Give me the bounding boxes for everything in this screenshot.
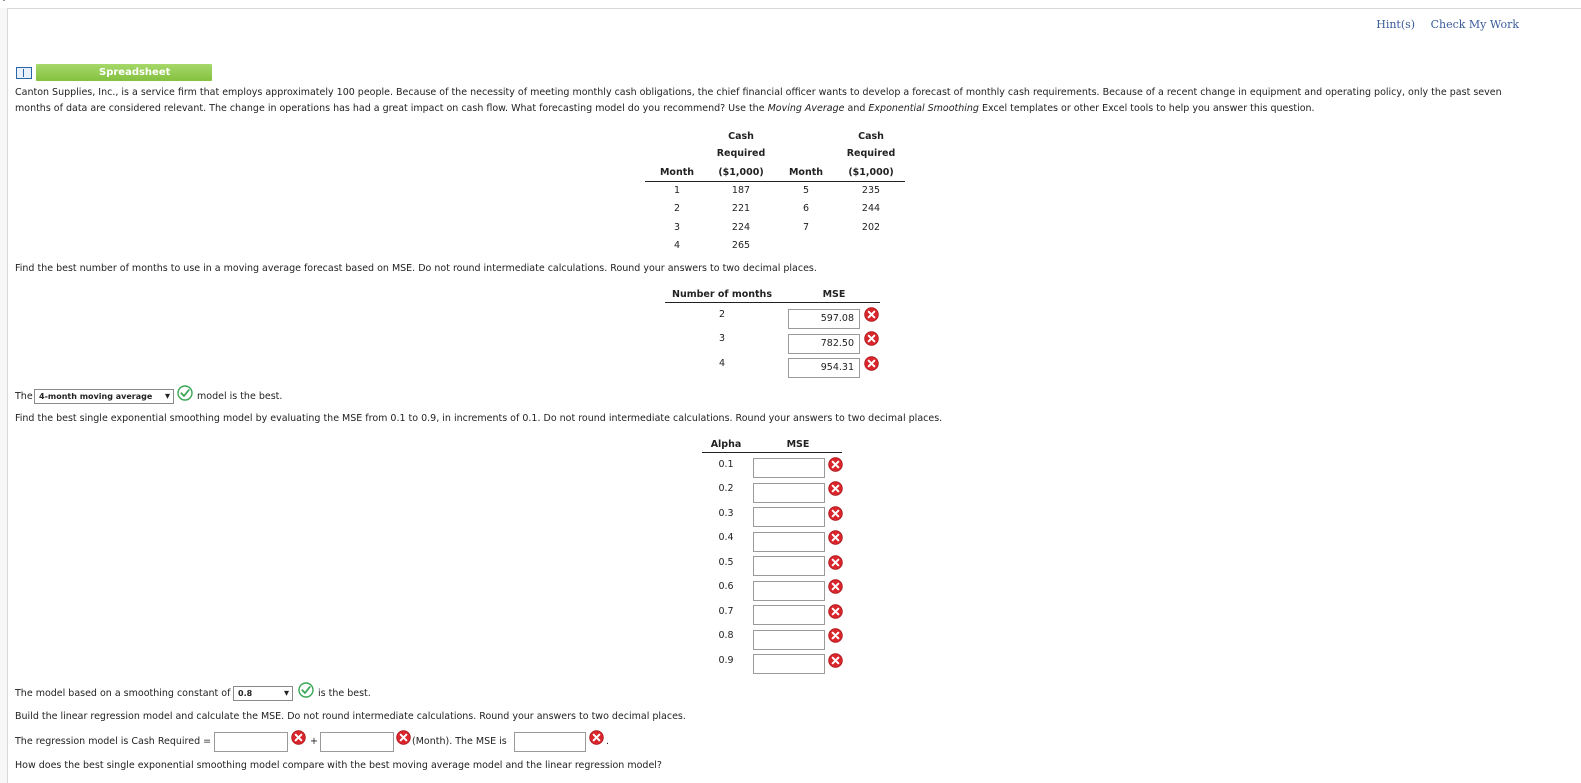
- month-cell: 6: [802, 203, 810, 214]
- alpha-cell: 0.2: [718, 483, 734, 494]
- book-icon: [16, 67, 32, 79]
- month-mse-text: (Month). The MSE is: [412, 736, 507, 747]
- chevron-down-icon: ▾: [164, 391, 170, 402]
- regression-mse-input[interactable]: [514, 732, 586, 752]
- month-cell: 1: [673, 185, 681, 196]
- es-mse-input[interactable]: [753, 630, 825, 650]
- cash-cell: 235: [861, 185, 881, 196]
- best-ma-dropdown[interactable]: [34, 389, 174, 404]
- incorrect-icon: [828, 457, 843, 472]
- cash-header-line1: Cash: [728, 131, 754, 142]
- cash-cell: 221: [731, 203, 751, 214]
- alpha-cell: 0.1: [718, 459, 734, 470]
- es-mse-input[interactable]: [753, 507, 825, 527]
- hints-link[interactable]: Hint(s): [1376, 18, 1416, 31]
- cash-header-line1: Cash: [858, 131, 884, 142]
- chevron-down-icon: ▾: [283, 688, 289, 699]
- cash-cell: 202: [861, 222, 881, 233]
- header-rule: [702, 452, 842, 453]
- regression-prefix: The regression model is Cash Required =: [15, 736, 212, 747]
- mse-header: MSE: [786, 439, 810, 450]
- alpha-cell: 0.4: [718, 532, 734, 543]
- period: .: [606, 736, 610, 747]
- months-cell: 4: [718, 358, 726, 369]
- spreadsheet-label: Spreadsheet: [36, 64, 212, 81]
- es-mse-input[interactable]: [753, 654, 825, 674]
- incorrect-icon: [828, 579, 843, 594]
- incorrect-icon: [828, 481, 843, 496]
- cash-header-line3: ($1,000): [848, 167, 894, 178]
- es-mse-input[interactable]: [753, 458, 825, 478]
- header-rule: [645, 181, 905, 182]
- cash-header-line2: Required: [846, 148, 896, 159]
- header-rule: [665, 302, 880, 303]
- corner-caret-icon: ˆ: [2, 0, 6, 8]
- question-moving-average: Find the best number of months to use in a moving average forecast based on MSE. Do not round intermediate calculations. Round your answers to two decimal places.: [15, 263, 817, 274]
- check-my-work-link[interactable]: Check My Work: [1430, 18, 1519, 31]
- mse-header: MSE: [822, 289, 846, 300]
- question-regression: Build the linear regression model and calculate the MSE. Do not round intermediate calculations. Round your answers to two decimal places.: [15, 711, 686, 722]
- months-cell: 2: [718, 309, 726, 320]
- month-cell: 4: [673, 240, 681, 251]
- top-links: [1364, 18, 1519, 31]
- month-cell: 7: [802, 222, 810, 233]
- incorrect-icon: [828, 555, 843, 570]
- month-header: Month: [659, 167, 695, 178]
- plus-sign: +: [310, 736, 318, 747]
- incorrect-icon: [864, 356, 879, 371]
- problem-intro: Canton Supplies, Inc., is a service firm that employs approximately 100 people. Because of the necessity of meeting monthly cash obligations, the chief financial officer wants to develop a forecast of monthly cash requirements. Because of a recent change in equipment and operating policy, only the past seven months of data are considered relevant. The change in operations has had a great impact on cash flow. What forecasting model do you recommend? Use the Moving Average and Exponential Smoothing Excel templates or other Excel tools to help you answer this question.: [15, 87, 1502, 114]
- es-mse-input[interactable]: [753, 532, 825, 552]
- es-mse-input[interactable]: [753, 605, 825, 625]
- month-cell: 3: [673, 222, 681, 233]
- alpha-cell: 0.6: [718, 581, 734, 592]
- cash-cell: 224: [731, 222, 751, 233]
- incorrect-icon: [828, 506, 843, 521]
- alpha-cell: 0.8: [718, 630, 734, 641]
- best-es-suffix: is the best.: [318, 688, 371, 699]
- incorrect-icon: [828, 604, 843, 619]
- alpha-cell: 0.7: [718, 606, 734, 617]
- question-comparison: How does the best single exponential smoothing model compare with the best moving average model and the linear regression model?: [15, 760, 662, 771]
- alpha-header: Alpha: [710, 439, 742, 450]
- alpha-cell: 0.5: [718, 557, 734, 568]
- es-mse-input[interactable]: [753, 581, 825, 601]
- spreadsheet-button[interactable]: [16, 64, 212, 81]
- best-es-dropdown[interactable]: [233, 686, 293, 701]
- intercept-input[interactable]: [214, 732, 288, 752]
- incorrect-icon: [291, 730, 306, 745]
- best-ma-suffix: model is the best.: [197, 391, 283, 402]
- mse-input[interactable]: 954.31: [788, 358, 860, 378]
- es-mse-input[interactable]: [753, 556, 825, 576]
- month-cell: 5: [802, 185, 810, 196]
- incorrect-icon: [864, 331, 879, 346]
- correct-check-icon: [298, 682, 314, 698]
- month-cell: 2: [673, 203, 681, 214]
- incorrect-icon: [589, 730, 604, 745]
- correct-check-icon: [177, 385, 193, 401]
- number-of-months-header: Number of months: [672, 289, 772, 300]
- cash-header-line3: ($1,000): [718, 167, 764, 178]
- alpha-cell: 0.9: [718, 655, 734, 666]
- best-es-prefix: The model based on a smoothing constant of: [15, 688, 231, 699]
- best-ma-selected: 4-month moving average: [39, 392, 153, 401]
- incorrect-icon: [396, 730, 411, 745]
- incorrect-icon: [828, 653, 843, 668]
- best-es-selected: 0.8: [238, 689, 253, 698]
- mse-input[interactable]: 782.50: [788, 334, 860, 354]
- es-mse-input[interactable]: [753, 483, 825, 503]
- left-frame: [0, 8, 8, 783]
- alpha-cell: 0.3: [718, 508, 734, 519]
- top-frame: [0, 0, 1581, 9]
- incorrect-icon: [828, 530, 843, 545]
- best-ma-the: The: [15, 391, 33, 402]
- cash-cell: 244: [861, 203, 881, 214]
- cash-header-line2: Required: [716, 148, 766, 159]
- cash-cell: 265: [731, 240, 751, 251]
- question-exponential-smoothing: Find the best single exponential smoothing model by evaluating the MSE from 0.1 to 0.9, in increments of 0.1. Do not round intermediate calculations. Round your answers to two decimal places.: [15, 413, 943, 424]
- months-cell: 3: [718, 333, 726, 344]
- slope-input[interactable]: [320, 732, 394, 752]
- cash-cell: 187: [731, 185, 751, 196]
- incorrect-icon: [828, 628, 843, 643]
- incorrect-icon: [864, 307, 879, 322]
- month-header: Month: [788, 167, 824, 178]
- mse-input[interactable]: 597.08: [788, 309, 860, 329]
